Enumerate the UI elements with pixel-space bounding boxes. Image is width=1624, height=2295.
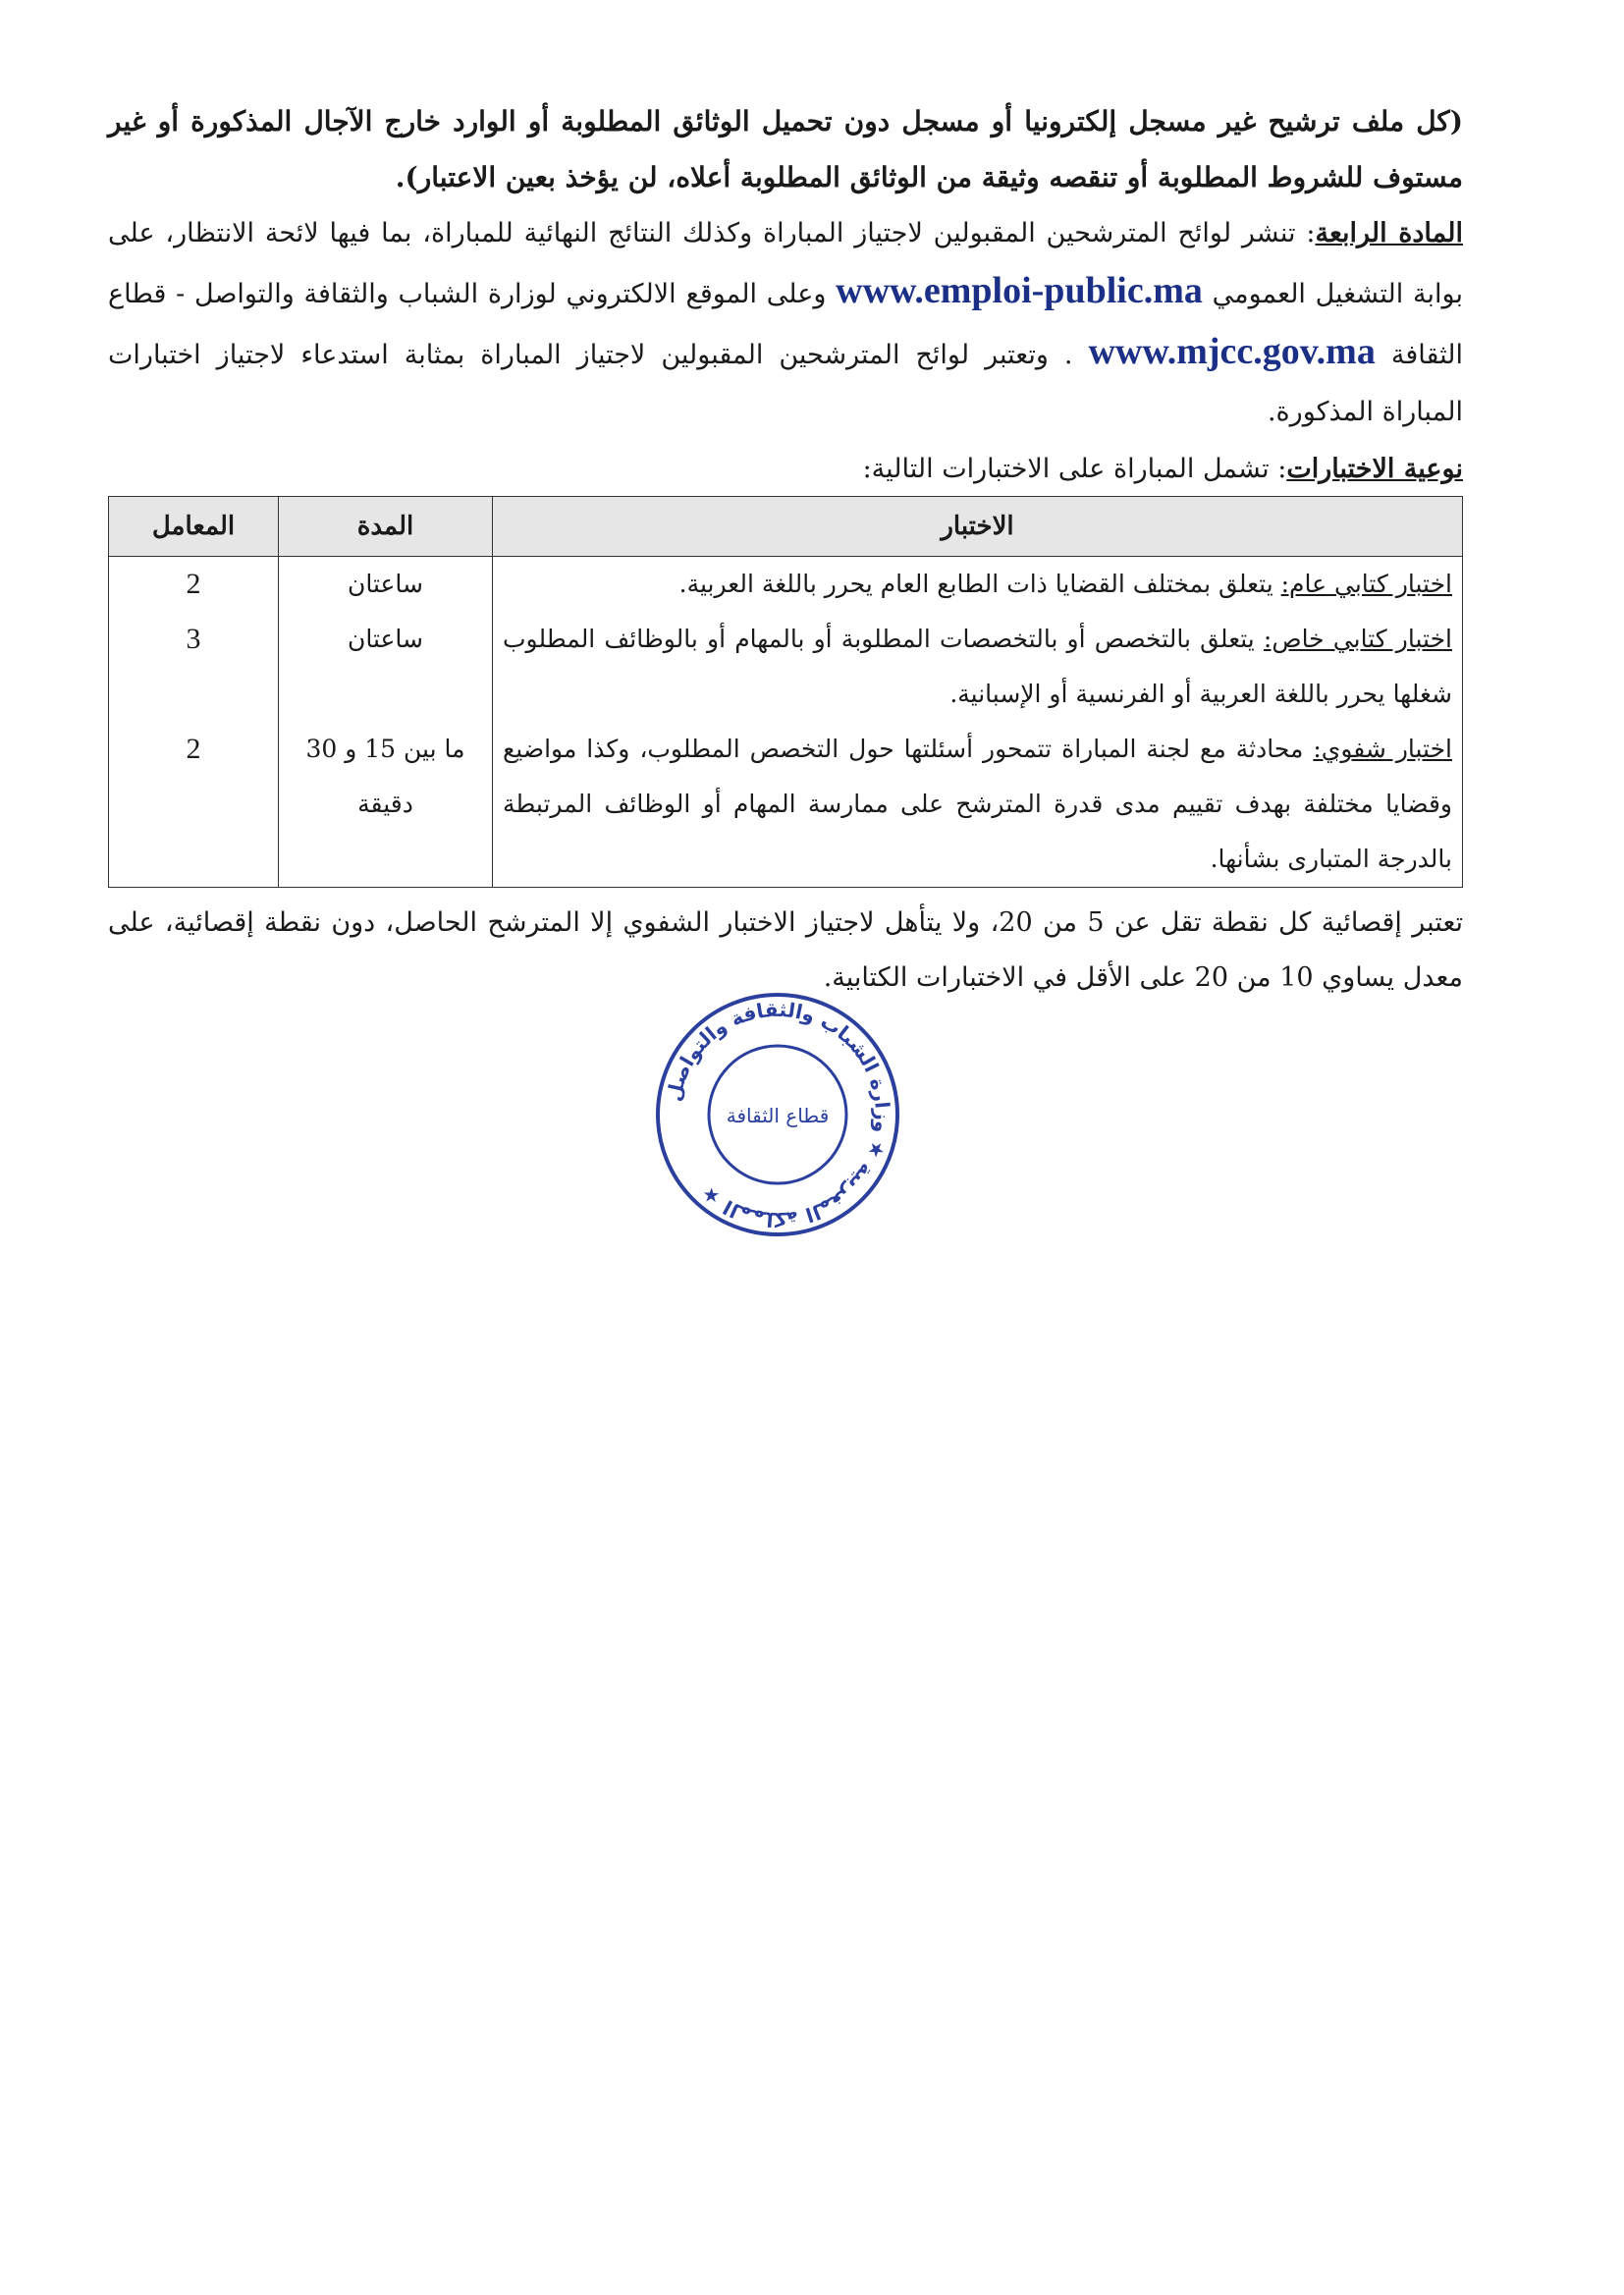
- article-4-text-3: . وتعتبر لوائح المترشحين المقبولين لاجتياز المباراة بمثابة استدعاء لاجتياز اختبارات المباراة المذكورة.: [108, 340, 1463, 427]
- article-4-paragraph: [108, 205, 1463, 441]
- test-description: [493, 612, 1463, 722]
- test-coefficient: 2: [109, 722, 279, 888]
- test-label: اختبار كتابي خاص:: [1263, 625, 1452, 653]
- tests-type-heading: نوعية الاختبارات: [1286, 454, 1463, 484]
- emploi-public-link[interactable]: www.emploi-public.ma: [836, 270, 1203, 311]
- tests-table: [108, 496, 1463, 888]
- tests-type-paragraph: [108, 447, 1463, 492]
- test-coefficient: 3: [109, 612, 279, 722]
- official-stamp: [650, 987, 905, 1242]
- table-header-row: [109, 497, 1463, 557]
- elimination-paragraph: تعتبر إقصائية كل نقطة تقل عن 5 من 20، ولا يتأهل لاجتياز الاختبار الشفوي إلا المترشح الحاصل، دون نقطة إقصائية، على معدل يساوي 10 من 20 على الأقل في الاختبارات الكتابية.: [108, 907, 1463, 993]
- mjcc-link[interactable]: www.mjcc.gov.ma: [1088, 331, 1376, 372]
- test-text: يتعلق بالتخصص أو بالتخصصات المطلوبة أو بالمهام أو بالوظائف المطلوب شغلها يحرر باللغة العربية أو الفرنسية أو الإسبانية.: [503, 625, 1452, 708]
- table-row: [109, 612, 1463, 722]
- test-duration: ما بين 15 و 30 دقيقة: [279, 722, 493, 888]
- header-test: الاختبار: [493, 497, 1463, 557]
- test-description: [493, 722, 1463, 888]
- test-text: محادثة مع لجنة المباراة تتمحور أسئلتها حول التخصص المطلوب، وكذا مواضيع وقضايا مختلفة بهدف تقييم مدى قدرة المترشح على ممارسة المهام أو الوظائف المرتبطة بالدرجة المتبارى بشأنها.: [503, 735, 1452, 873]
- test-description: [493, 557, 1463, 613]
- article-4-text-2: وعلى الموقع الالكتروني لوزارة الشباب والثقافة والتواصل - قطاع الثقافة: [108, 279, 1463, 370]
- header-duration: المدة: [279, 497, 493, 557]
- test-duration: ساعتان: [279, 557, 493, 613]
- stamp-inner-text: قطاع الثقافة: [726, 1104, 830, 1127]
- test-text: يتعلق بمختلف القضايا ذات الطابع العام يحرر باللغة العربية.: [678, 570, 1281, 598]
- table-row: [109, 722, 1463, 888]
- article-4-heading: المادة الرابعة: [1315, 218, 1463, 248]
- tests-type-intro: : تشمل المباراة على الاختبارات التالية:: [862, 454, 1287, 484]
- article-4-text-1: : تنشر لوائح المترشحين المقبولين لاجتياز المباراة وكذلك النتائج النهائية للمباراة، بما فيها لائحة الانتظار، على بوابة التشغيل العمومي: [108, 218, 1463, 309]
- test-duration: ساعتان: [279, 612, 493, 722]
- stamp-outer-text: المملكة المغربية ★ وزارة الشباب والثقافة والتواصل ★: [661, 997, 895, 1232]
- table-row: [109, 557, 1463, 613]
- intro-paragraph: (كل ملف ترشيح غير مسجل إلكترونيا أو مسجل دون تحميل الوثائق المطلوبة أو الوارد خارج الآجال المذكورة أو غير مستوف للشروط المطلوبة أو تنقصه وثيقة من الوثائق المطلوبة أعلاه، لن يؤخذ بعين الاعتبار).: [108, 105, 1463, 193]
- test-label: اختبار كتابي عام:: [1280, 570, 1452, 598]
- document-page: [108, 93, 1463, 1032]
- test-label: اختبار شفوي:: [1313, 735, 1452, 763]
- header-coefficient: المعامل: [109, 497, 279, 557]
- test-coefficient: 2: [109, 557, 279, 613]
